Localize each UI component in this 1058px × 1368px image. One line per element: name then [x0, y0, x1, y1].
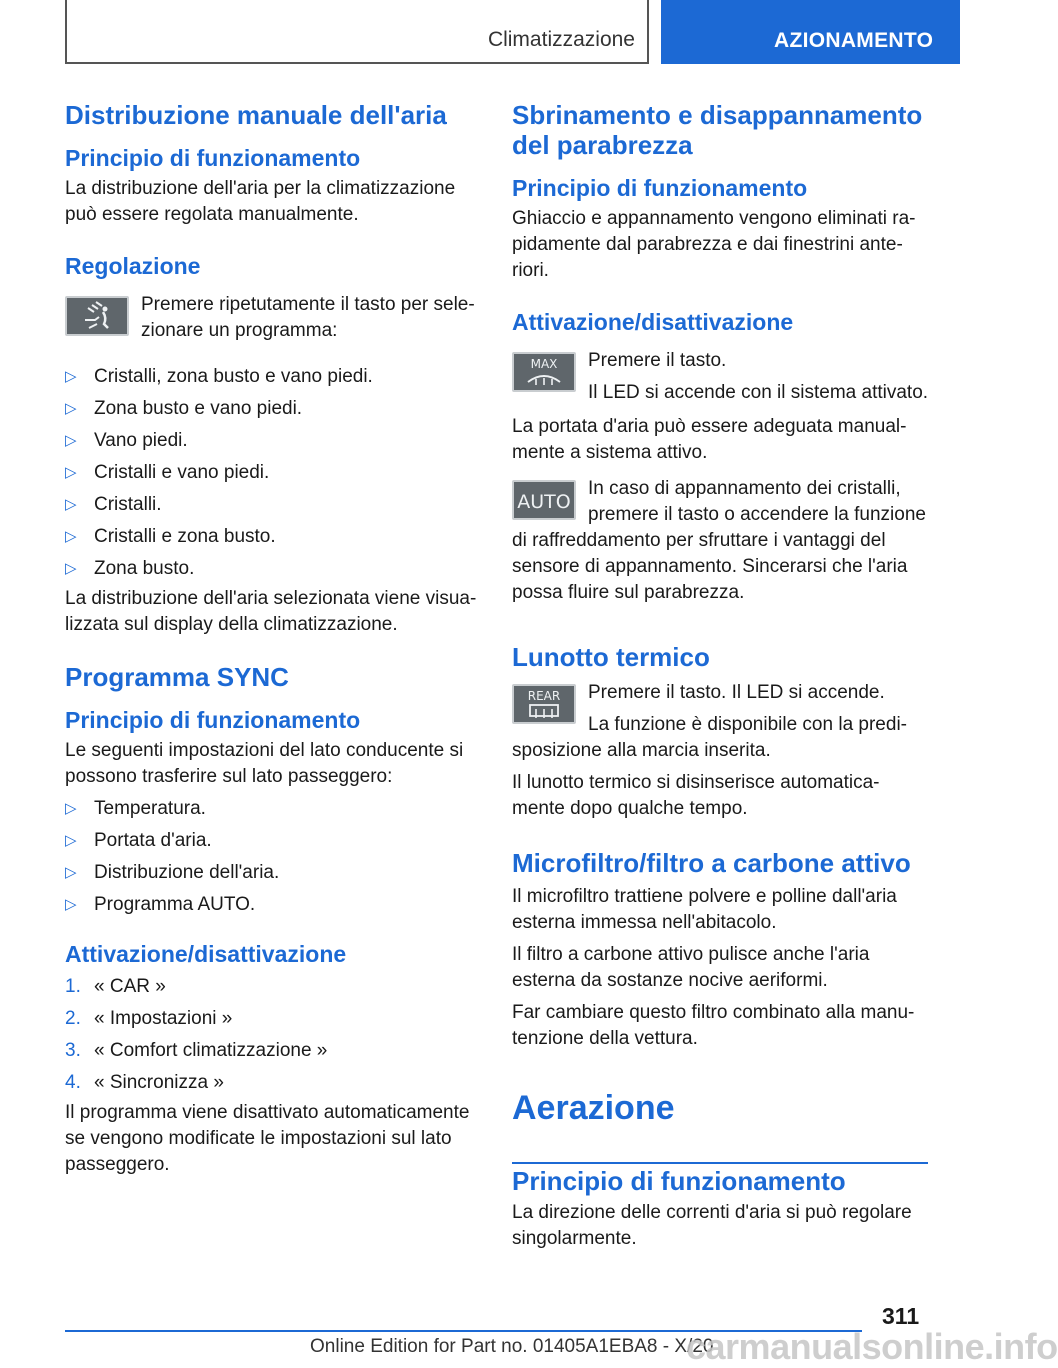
- air-distribution-button-row: [65, 292, 477, 344]
- air-distribution-button-icon: [65, 296, 129, 336]
- heading-ventilation: Aerazione: [512, 1089, 675, 1127]
- triangle-bullet-icon: ▷: [65, 896, 77, 913]
- header-section-box: [65, 0, 649, 64]
- auto-instruction-1: In caso di appannamento dei cristalli, premere il tasto o accendere la funzione: [588, 478, 926, 525]
- step-item: 2. « Impostazioni »: [65, 1008, 233, 1029]
- triangle-bullet-icon: ▷: [65, 464, 77, 481]
- triangle-bullet-icon: ▷: [65, 864, 77, 881]
- heading-defrost: Sbrinamento e disappannamento del parabrezza: [512, 100, 923, 160]
- max-instruction-2: Il LED si accende con il sistema attivato.: [588, 382, 929, 403]
- bullet-list-sync: [65, 796, 477, 918]
- list-item: ▷ Vano piedi.: [65, 428, 477, 454]
- paragraph: Il filtro a carbone attivo pulisce anche l'aria esterna da sostanze nocive aeriformi.: [512, 944, 870, 991]
- list-item: ▷ Cristalli, zona busto e vano piedi.: [65, 364, 477, 390]
- paragraph: La portata d'aria può essere adeguata manual‐mente a sistema attivo.: [512, 416, 907, 463]
- rear-instruction-3: sposizione alla marcia inserita.: [512, 740, 771, 761]
- paragraph: Il programma viene disattivato automaticamente se vengono modificate le impostazioni sul lato passeggero.: [65, 1102, 470, 1175]
- paragraph: Il microfiltro trattiene polvere e polline dall'aria esterna immessa nell'abitacolo.: [512, 886, 897, 933]
- right-column: [512, 100, 930, 1252]
- triangle-bullet-icon: ▷: [65, 368, 77, 385]
- subheading-activation: Attivazione/disattivazione: [65, 941, 347, 967]
- icon-instruction: Premere ripetutamente il tasto per sele‐zionare un programma:: [141, 294, 475, 341]
- svg-text:MAX: MAX: [530, 357, 558, 371]
- subheading-activation: Attivazione/disattivazione: [512, 309, 794, 335]
- list-item: ▷ Portata d'aria.: [65, 828, 477, 854]
- auto-button-row: [512, 476, 930, 528]
- paragraph: Far cambiare questo filtro combinato alla manu‐tenzione della vettura.: [512, 1002, 915, 1049]
- list-item: ▷ Cristalli e zona busto.: [65, 524, 477, 550]
- subheading-principle: Principio di funzionamento: [65, 707, 361, 733]
- rear-instruction-1: Premere il tasto. Il LED si accende.: [588, 682, 885, 703]
- step-item: 1. « CAR »: [65, 976, 166, 997]
- list-item: ▷ Programma AUTO.: [65, 892, 477, 918]
- step-item: 3. « Comfort climatizzazione »: [65, 1040, 328, 1061]
- left-column: [65, 100, 477, 1178]
- list-item: ▷ Zona busto.: [65, 556, 477, 582]
- heading-rear-window: Lunotto termico: [512, 642, 710, 672]
- triangle-bullet-icon: ▷: [65, 432, 77, 449]
- triangle-bullet-icon: ▷: [65, 400, 77, 417]
- auto-button-icon: [512, 480, 576, 520]
- auto-instruction-2: di raffreddamento per sfruttare i vantaggi del sensore di appannamento. Sincerarsi che l'aria possa fluire sul parabrezza.: [512, 530, 908, 603]
- numbered-steps: [65, 974, 477, 1096]
- paragraph: La distribuzione dell'aria selezionata viene visua‐lizzata sul display della climatizzazione.: [65, 588, 477, 635]
- triangle-bullet-icon: ▷: [65, 832, 77, 849]
- rear-button-row: [512, 680, 930, 738]
- subheading-adjustment: Regolazione: [65, 253, 201, 279]
- paragraph: La direzione delle correnti d'aria si può regolare singolarmente.: [512, 1202, 912, 1249]
- paragraph: Le seguenti impostazioni del lato conducente si possono trasferire sul lato passeggero:: [65, 740, 464, 787]
- heading-sync: Programma SYNC: [65, 662, 289, 692]
- header-section-title: Climatizzazione: [487, 28, 635, 51]
- paragraph: La distribuzione dell'aria per la climatizzazione può essere regolata manualmente.: [65, 178, 456, 225]
- rear-instruction-2: La funzione è disponibile con la predi‐: [588, 714, 907, 735]
- triangle-bullet-icon: ▷: [65, 528, 77, 545]
- triangle-bullet-icon: ▷: [65, 496, 77, 513]
- watermark: carmanualsonline.info: [686, 1326, 1058, 1367]
- list-item: ▷ Temperatura.: [65, 796, 477, 822]
- max-button-row: [512, 348, 930, 406]
- svg-text:AUTO: AUTO: [517, 491, 571, 513]
- page-number: 311: [882, 1303, 920, 1329]
- list-item: ▷ Cristalli.: [65, 492, 477, 518]
- subheading-principle: Principio di funzionamento: [65, 145, 361, 171]
- rear-defrost-button-icon: [512, 684, 576, 724]
- triangle-bullet-icon: ▷: [65, 560, 77, 577]
- edition-note: Online Edition for Part no. 01405A1EBA8 - X/20: [310, 1336, 714, 1357]
- header-chapter-title: AZIONAMENTO: [774, 29, 934, 52]
- section-divider: [512, 1162, 928, 1164]
- subheading-principle: Principio di funzionamento: [512, 175, 808, 201]
- svg-text:REAR: REAR: [527, 689, 561, 703]
- heading-microfilter: Microfiltro/filtro a carbone attivo: [512, 848, 911, 878]
- list-item: ▷ Zona busto e vano piedi.: [65, 396, 477, 422]
- paragraph: Ghiaccio e appannamento vengono eliminati ra‐pidamente dal parabrezza e dai finestrini ante‐riori.: [512, 208, 916, 281]
- max-defrost-button-icon: [512, 352, 576, 392]
- step-item: 4. « Sincronizza »: [65, 1072, 224, 1093]
- max-instruction-1: Premere il tasto.: [588, 350, 727, 371]
- list-item: ▷ Distribuzione dell'aria.: [65, 860, 477, 886]
- subheading-principle: Principio di funzionamento: [512, 1166, 846, 1196]
- list-item: ▷ Cristalli e vano piedi.: [65, 460, 477, 486]
- header-chapter-tab: [661, 0, 960, 64]
- heading-manual-distribution: Distribuzione manuale dell'aria: [65, 100, 447, 130]
- triangle-bullet-icon: ▷: [65, 800, 77, 817]
- bullet-list-distribution: [65, 364, 477, 582]
- paragraph: Il lunotto termico si disinserisce automatica‐mente dopo qualche tempo.: [512, 772, 880, 819]
